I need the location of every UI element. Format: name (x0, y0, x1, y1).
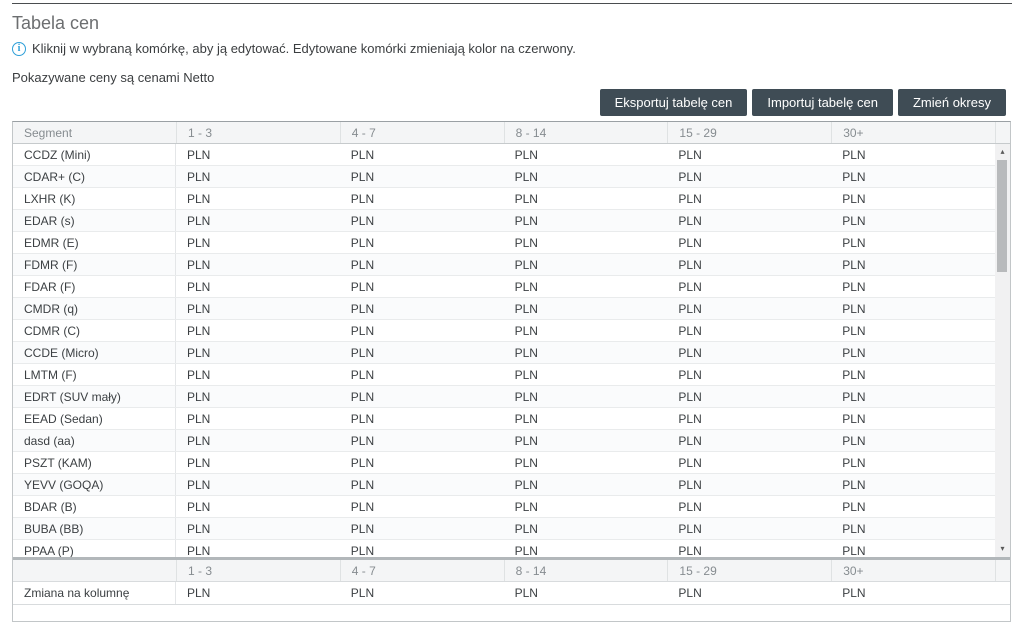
change-periods-button[interactable]: Zmień okresy (898, 89, 1006, 116)
price-cell[interactable]: PLN (350, 411, 375, 426)
period-column-header: 1 - 3 (176, 122, 340, 143)
price-cell[interactable]: PLN (350, 323, 375, 338)
table-row (13, 386, 995, 408)
scrollbar-thumb[interactable] (997, 160, 1007, 272)
price-cell[interactable]: PLN (678, 169, 702, 184)
footer-period-header: 4 - 7 (340, 560, 504, 581)
column-change-cell[interactable]: PLN (350, 586, 375, 600)
price-cell[interactable]: PLN (678, 301, 702, 316)
price-cell[interactable]: PLN (350, 191, 375, 206)
price-cell[interactable]: PLN (350, 477, 375, 492)
footer-period-header: 15 - 29 (667, 560, 831, 581)
price-cell[interactable]: PLN (514, 257, 538, 272)
price-cell[interactable]: PLN (187, 543, 211, 557)
price-cell[interactable]: PLN (842, 279, 866, 294)
price-cell[interactable]: PLN (842, 257, 866, 272)
price-cell[interactable]: PLN (678, 455, 702, 470)
import-price-table-button[interactable]: Importuj tabelę cen (752, 89, 893, 116)
price-cell[interactable]: PLN (514, 499, 538, 514)
price-cell[interactable]: PLN (350, 521, 375, 536)
price-cell[interactable]: PLN (187, 433, 211, 448)
price-cell[interactable]: PLN (514, 411, 538, 426)
column-change-label: Zmiana na kolumnę (13, 582, 176, 604)
segment-label: YEVV (GOQA) (13, 474, 176, 495)
price-cell[interactable]: PLN (187, 169, 211, 184)
price-cell[interactable]: PLN (842, 499, 866, 514)
page-title: Tabela cen (12, 13, 100, 33)
table-row (13, 496, 995, 518)
price-cell[interactable]: PLN (350, 235, 375, 250)
segment-label: PPAA (P) (13, 540, 176, 557)
price-cell[interactable]: PLN (514, 279, 538, 294)
price-cell[interactable]: PLN (187, 191, 211, 206)
price-cell[interactable]: PLN (678, 543, 702, 557)
price-cell[interactable]: PLN (514, 389, 538, 404)
segment-label: FDMR (F) (13, 254, 176, 275)
info-note-text: Kliknij w wybraną komórkę, aby ją edytować. Edytowane komórki zmieniają kolor na czerwony. (32, 41, 576, 56)
info-note-line (12, 41, 1012, 56)
table-row (13, 430, 995, 452)
price-cell[interactable]: PLN (842, 543, 866, 557)
footer-scrollbar-corner (995, 560, 1010, 581)
price-cell[interactable]: PLN (842, 235, 866, 250)
price-cell[interactable]: PLN (678, 389, 702, 404)
price-cell[interactable]: PLN (678, 345, 702, 360)
price-cell[interactable]: PLN (678, 411, 702, 426)
segment-label: EDAR (s) (13, 210, 176, 231)
price-cell[interactable]: PLN (350, 433, 375, 448)
price-cell[interactable]: PLN (514, 147, 538, 162)
price-cell[interactable]: PLN (187, 499, 211, 514)
price-cell[interactable]: PLN (350, 301, 375, 316)
price-cell[interactable]: PLN (678, 323, 702, 338)
price-cell[interactable]: PLN (350, 257, 375, 272)
price-cell[interactable]: PLN (187, 367, 211, 382)
table-row (13, 254, 995, 276)
segment-label: EDRT (SUV mały) (13, 386, 176, 407)
price-cell[interactable]: PLN (187, 301, 211, 316)
table-row (13, 298, 995, 320)
price-cell[interactable]: PLN (678, 257, 702, 272)
price-cell[interactable]: PLN (842, 323, 866, 338)
export-price-table-button[interactable]: Eksportuj tabelę cen (600, 89, 748, 116)
price-cell[interactable]: PLN (514, 477, 538, 492)
price-cell[interactable]: PLN (350, 455, 375, 470)
netto-note: Pokazywane ceny są cenami Netto (12, 70, 215, 85)
period-column-header: 4 - 7 (340, 122, 504, 143)
price-cell[interactable]: PLN (678, 521, 702, 536)
price-cell[interactable]: PLN (842, 411, 866, 426)
footer-period-header: 30+ (831, 560, 995, 581)
table-row (13, 342, 995, 364)
price-cell[interactable]: PLN (842, 147, 866, 162)
price-cell[interactable]: PLN (187, 455, 211, 470)
price-cell[interactable]: PLN (187, 235, 211, 250)
price-cell[interactable]: PLN (187, 147, 211, 162)
footer-period-row (13, 560, 1010, 582)
table-scroll-area (13, 144, 1010, 557)
price-cell[interactable]: PLN (514, 433, 538, 448)
column-change-cell[interactable]: PLN (842, 586, 866, 600)
price-cell[interactable]: PLN (187, 345, 211, 360)
price-cell[interactable]: PLN (350, 213, 375, 228)
price-cell[interactable]: PLN (187, 257, 211, 272)
price-cell[interactable]: PLN (678, 499, 702, 514)
price-cell[interactable]: PLN (350, 389, 375, 404)
segment-label: CCDE (Micro) (13, 342, 176, 363)
table-row (13, 144, 995, 166)
scroll-down-icon[interactable]: ▾ (1000, 544, 1005, 553)
price-cell[interactable]: PLN (514, 367, 538, 382)
price-cell[interactable]: PLN (842, 191, 866, 206)
column-change-cell[interactable]: PLN (187, 586, 211, 600)
price-cell[interactable]: PLN (514, 213, 538, 228)
segment-label: CCDZ (Mini) (13, 144, 176, 165)
period-column-header: 8 - 14 (504, 122, 668, 143)
segment-label: BUBA (BB) (13, 518, 176, 539)
segment-label: LXHR (K) (13, 188, 176, 209)
price-cell[interactable]: PLN (842, 521, 866, 536)
price-cell[interactable]: PLN (350, 499, 375, 514)
card-bottom-strip (13, 605, 1010, 621)
info-icon: i (12, 42, 26, 56)
price-cell[interactable]: PLN (514, 455, 538, 470)
segment-label: CDMR (C) (13, 320, 176, 341)
price-cell[interactable]: PLN (514, 521, 538, 536)
price-cell[interactable]: PLN (678, 279, 702, 294)
period-column-header: 30+ (831, 122, 995, 143)
price-cell[interactable]: PLN (187, 323, 211, 338)
price-cell[interactable]: PLN (514, 543, 538, 557)
price-cell[interactable]: PLN (350, 147, 375, 162)
table-header-row (13, 122, 1010, 144)
price-cell[interactable]: PLN (514, 235, 538, 250)
price-cell[interactable]: PLN (678, 191, 702, 206)
price-cell[interactable]: PLN (678, 147, 702, 162)
price-cell[interactable]: PLN (678, 433, 702, 448)
price-cell[interactable]: PLN (514, 323, 538, 338)
table-row (13, 518, 995, 540)
scroll-up-icon[interactable]: ▴ (1000, 147, 1005, 156)
price-cell[interactable]: PLN (842, 389, 866, 404)
top-divider (12, 3, 1012, 4)
segment-label: EDMR (E) (13, 232, 176, 253)
toolbar (12, 89, 1006, 116)
price-cell[interactable]: PLN (678, 235, 702, 250)
price-cell[interactable]: PLN (187, 477, 211, 492)
column-change-row (13, 582, 1010, 605)
table-row (13, 166, 995, 188)
price-cell[interactable]: PLN (842, 367, 866, 382)
table-row (13, 408, 995, 430)
segment-label: FDAR (F) (13, 276, 176, 297)
price-cell[interactable]: PLN (187, 411, 211, 426)
price-cell[interactable]: PLN (350, 279, 375, 294)
price-cell[interactable]: PLN (187, 279, 211, 294)
header-scrollbar-corner (995, 122, 1010, 143)
price-cell[interactable]: PLN (187, 521, 211, 536)
period-column-header: 15 - 29 (667, 122, 831, 143)
column-change-cell[interactable]: PLN (514, 586, 538, 600)
table-row (13, 232, 995, 254)
column-change-cell[interactable]: PLN (678, 586, 702, 600)
table-row (13, 474, 995, 496)
segment-label: PSZT (KAM) (13, 452, 176, 473)
price-cell[interactable]: PLN (842, 433, 866, 448)
segment-label: BDAR (B) (13, 496, 176, 517)
price-cell[interactable]: PLN (350, 367, 375, 382)
price-cell[interactable]: PLN (678, 213, 702, 228)
segment-label: CDAR+ (C) (13, 166, 176, 187)
footer-segment-spacer (13, 560, 176, 581)
price-cell[interactable]: PLN (187, 213, 211, 228)
segment-label: CMDR (q) (13, 298, 176, 319)
price-cell[interactable]: PLN (514, 301, 538, 316)
price-cell[interactable]: PLN (514, 345, 538, 360)
price-table (12, 121, 1011, 622)
price-cell[interactable]: PLN (187, 389, 211, 404)
price-cell[interactable]: PLN (842, 169, 866, 184)
segment-column-header: Segment (24, 125, 73, 140)
table-row (13, 188, 995, 210)
price-cell[interactable]: PLN (514, 169, 538, 184)
price-cell[interactable]: PLN (678, 367, 702, 382)
price-cell[interactable]: PLN (514, 191, 538, 206)
footer-period-header: 1 - 3 (176, 560, 340, 581)
price-cell[interactable]: PLN (350, 543, 375, 557)
price-cell[interactable]: PLN (350, 345, 375, 360)
price-cell[interactable]: PLN (842, 345, 866, 360)
price-cell[interactable]: PLN (678, 477, 702, 492)
price-cell[interactable]: PLN (350, 169, 375, 184)
segment-label: dasd (aa) (13, 430, 176, 451)
table-row (13, 364, 995, 386)
price-cell[interactable]: PLN (842, 477, 866, 492)
table-row (13, 452, 995, 474)
table-row (13, 320, 995, 342)
price-cell[interactable]: PLN (842, 301, 866, 316)
table-row (13, 276, 995, 298)
segment-label: LMTM (F) (13, 364, 176, 385)
table-row (13, 210, 995, 232)
price-cell[interactable]: PLN (842, 213, 866, 228)
footer-period-header: 8 - 14 (504, 560, 668, 581)
table-body (13, 144, 995, 557)
price-cell[interactable]: PLN (842, 455, 866, 470)
vertical-scrollbar[interactable] (995, 144, 1010, 557)
segment-label: EEAD (Sedan) (13, 408, 176, 429)
table-row (13, 540, 995, 557)
